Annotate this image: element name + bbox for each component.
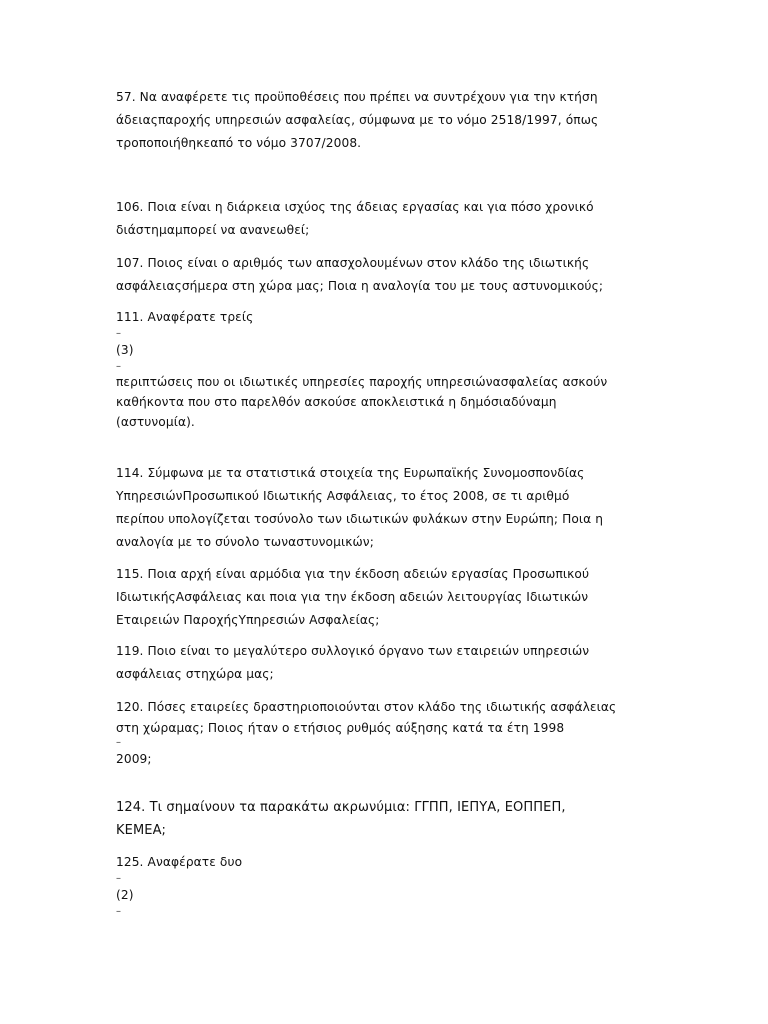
text-line: ΥπηρεσιώνΠροσωπικού Ιδιωτικής Ασφάλειας, το έτος 2008, σε τι αριθμό <box>116 489 570 503</box>
text-line: 120. Πόσες εταιρείες δραστηριοποιούνται στον κλάδο της ιδιωτικής ασφάλειας <box>116 700 617 714</box>
text-line: στη χώραμας; Ποιος ήταν ο ετήσιος ρυθμός αύξησης κατά τα έτη 1998 <box>116 721 565 735</box>
number-label: (3) <box>116 343 134 357</box>
question-57 <box>116 86 646 155</box>
text-line: ασφάλειας στηχώρα μας; <box>116 667 274 681</box>
question-119 <box>116 640 646 686</box>
text-line: 114. Σύμφωνα με τα στατιστικά στοιχεία της Ευρωπαϊκής Συνομοσπονδίας <box>116 466 585 480</box>
question-heading: 125. Αναφέρατε δυο <box>116 855 243 869</box>
dash: – <box>116 873 122 884</box>
question-111 <box>116 306 646 432</box>
text-line: 57. Να αναφέρετε τις προϋποθέσεις που πρέπει να συντρέχουν για την κτήση <box>116 90 598 104</box>
question-125 <box>116 851 646 917</box>
question-106 <box>116 196 646 242</box>
question-114 <box>116 462 646 554</box>
text-line: (αστυνομία). <box>116 415 195 429</box>
number-label: (2) <box>116 888 134 902</box>
text-line: τροποποιήθηκεαπό το νόμο 3707/2008. <box>116 136 362 150</box>
dash: – <box>116 328 122 339</box>
text-line: περιπτώσεις που οι ιδιωτικές υπηρεσίες παροχής υπηρεσιώνασφαλείας ασκούν <box>116 375 608 389</box>
text-line: άδειαςπαροχής υπηρεσιών ασφαλείας, σύμφωνα με το νόμο 2518/1997, όπως <box>116 113 599 127</box>
text-line: καθήκοντα που στο παρελθόν ασκούσε αποκλειστικά η δημόσιαδύναμη <box>116 395 557 409</box>
text-line: 107. Ποιος είναι ο αριθμός των απασχολουμένων στον κλάδο της ιδιωτικής <box>116 256 590 270</box>
text-line: 124. Τι σημαίνουν τα παρακάτω ακρωνύμια: ΓΓΠΠ, ΙΕΠΥΑ, ΕΟΠΠΕΠ, <box>116 800 566 815</box>
question-107 <box>116 252 646 298</box>
text-line: αναλογία με το σύνολο τωναστυνομικών; <box>116 535 374 549</box>
text-line: 119. Ποιο είναι το μεγαλύτερο συλλογικό όργανο των εταιρειών υπηρεσιών <box>116 644 590 658</box>
text-line: ΚΕΜΕΑ; <box>116 823 167 838</box>
text-line: ΙδιωτικήςΑσφάλειας και ποια για την έκδοση αδειών λειτουργίας Ιδιωτικών <box>116 590 589 604</box>
question-115 <box>116 563 646 632</box>
text-line: 115. Ποια αρχή είναι αρμόδια για την έκδοση αδειών εργασίας Προσωπικού <box>116 567 590 581</box>
text-line: περίπου υπολογίζεται τοσύνολο των ιδιωτικών φυλάκων στην Ευρώπη; Ποια η <box>116 512 604 526</box>
question-120 <box>116 696 646 771</box>
question-heading: 111. Αναφέρατε τρείς <box>116 310 254 324</box>
text-line: Εταιρειών ΠαροχήςΥπηρεσιών Ασφαλείας; <box>116 613 380 627</box>
dash: – <box>116 906 122 917</box>
dash: – <box>116 361 122 372</box>
text-line: διάστημαμπορεί να ανανεωθεί; <box>116 223 310 237</box>
dash: – <box>116 737 122 748</box>
text-line: 2009; <box>116 752 152 766</box>
text-line: 106. Ποια είναι η διάρκεια ισχύος της άδειας εργασίας και για πόσο χρονικό <box>116 200 594 214</box>
text-line: ασφάλειαςσήμερα στη χώρα μας; Ποια η αναλογία του με τους αστυνομικούς; <box>116 279 604 293</box>
question-124 <box>116 796 646 842</box>
document-page <box>116 0 646 1024</box>
